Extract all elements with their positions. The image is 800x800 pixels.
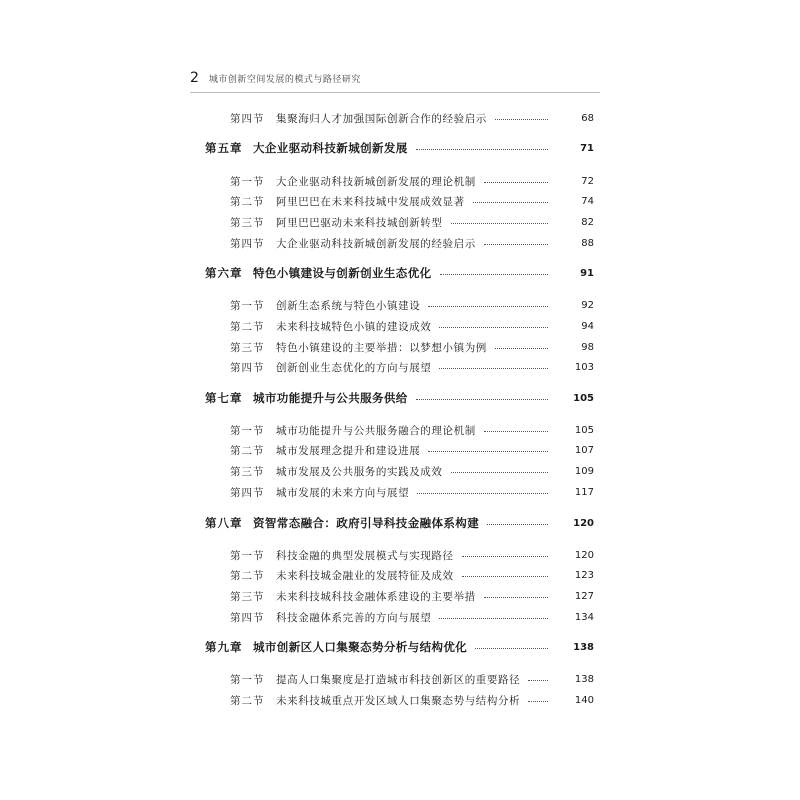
section-label: 第三节 — [230, 216, 265, 229]
dot-leader — [495, 347, 548, 349]
chapter-label: 第六章 — [205, 266, 243, 280]
section-title: 科技金融的典型发展模式与实现路径 — [276, 549, 454, 562]
toc-page-number: 88 — [581, 237, 594, 249]
dot-leader — [451, 222, 548, 224]
toc-section-entry — [0, 483, 800, 501]
toc-section-entry — [0, 608, 800, 626]
toc-page-number: 91 — [580, 267, 594, 279]
toc-chapter-entry — [0, 389, 800, 407]
section-label: 第四节 — [230, 112, 265, 125]
section-title: 未来科技城重点开发区域人口集聚态势与结构分析 — [276, 694, 521, 707]
section-title: 城市发展的未来方向与展望 — [276, 486, 410, 499]
dot-leader — [439, 617, 548, 619]
section-title: 创新生态系统与特色小镇建设 — [276, 299, 421, 312]
toc-section-entry — [0, 192, 800, 210]
section-label: 第四节 — [230, 486, 265, 499]
dot-leader — [484, 181, 548, 183]
dot-leader — [439, 367, 548, 369]
chapter-label: 第九章 — [205, 640, 243, 654]
section-label: 第二节 — [230, 444, 265, 457]
chapter-title: 资智常态融合：政府引导科技金融体系构建 — [253, 516, 480, 530]
toc-page-number: 138 — [573, 641, 594, 653]
section-label: 第一节 — [230, 175, 265, 188]
chapter-label: 第七章 — [205, 391, 243, 405]
toc-page-number: 92 — [581, 299, 594, 311]
toc-page-number: 105 — [574, 424, 594, 436]
toc-section-entry — [0, 462, 800, 480]
chapter-title: 大企业驱动科技新城创新发展 — [253, 141, 408, 155]
section-label: 第一节 — [230, 299, 265, 312]
section-label: 第一节 — [230, 549, 265, 562]
section-label: 第二节 — [230, 694, 265, 707]
toc-page-number: 127 — [574, 590, 594, 602]
section-title: 科技金融体系完善的方向与展望 — [276, 611, 432, 624]
toc-section-entry — [0, 172, 800, 190]
dot-leader — [473, 201, 548, 203]
toc-section-entry — [0, 358, 800, 376]
dot-leader — [416, 148, 548, 150]
section-title: 未来科技城科技金融体系建设的主要举措 — [276, 590, 476, 603]
toc-section-entry — [0, 546, 800, 564]
dot-leader — [462, 575, 548, 577]
section-label: 第三节 — [230, 590, 265, 603]
toc-page-number: 120 — [574, 549, 594, 561]
toc-section-entry — [0, 296, 800, 314]
dot-leader — [462, 555, 548, 557]
dot-leader — [428, 450, 548, 452]
toc-section-entry — [0, 587, 800, 605]
dot-leader — [439, 326, 548, 328]
dot-leader — [416, 398, 548, 400]
dot-leader — [528, 679, 548, 681]
toc-section-entry — [0, 566, 800, 584]
toc-page-number: 71 — [580, 142, 594, 154]
section-title: 创新创业生态优化的方向与展望 — [276, 361, 432, 374]
toc-page-number: 94 — [581, 320, 594, 332]
toc-section-entry — [0, 213, 800, 231]
dot-leader — [495, 118, 548, 120]
toc-page-number: 134 — [574, 611, 594, 623]
section-title: 特色小镇建设的主要举措：以梦想小镇为例 — [276, 341, 487, 354]
toc-section-entry — [0, 441, 800, 459]
dot-leader — [428, 305, 548, 307]
dot-leader — [484, 596, 548, 598]
section-label: 第四节 — [230, 237, 265, 250]
section-title: 未来科技城特色小镇的建设成效 — [276, 320, 432, 333]
toc-chapter-entry — [0, 139, 800, 157]
section-title: 集聚海归人才加强国际创新合作的经验启示 — [276, 112, 487, 125]
toc-chapter-entry — [0, 638, 800, 656]
dot-leader — [484, 243, 548, 245]
toc-page-number: 138 — [574, 673, 594, 685]
section-title: 城市发展理念提升和建设进展 — [276, 444, 421, 457]
toc-section-entry — [0, 670, 800, 688]
toc-page-number: 107 — [574, 444, 594, 456]
toc-page-number: 74 — [581, 195, 594, 207]
page-number: 2 — [190, 70, 199, 86]
section-label: 第四节 — [230, 611, 265, 624]
section-label: 第三节 — [230, 465, 265, 478]
dot-leader — [440, 273, 548, 275]
dot-leader — [487, 523, 548, 525]
chapter-title: 特色小镇建设与创新创业生态优化 — [253, 266, 432, 280]
toc-section-entry — [0, 109, 800, 127]
toc-chapter-entry — [0, 264, 800, 282]
toc-chapter-entry — [0, 514, 800, 532]
dot-leader — [528, 700, 548, 702]
chapter-title: 城市功能提升与公共服务供给 — [253, 391, 408, 405]
dot-leader — [417, 492, 548, 494]
toc-section-entry — [0, 421, 800, 439]
section-label: 第二节 — [230, 320, 265, 333]
toc-page-number: 117 — [574, 486, 594, 498]
section-label: 第一节 — [230, 424, 265, 437]
chapter-title: 城市创新区人口集聚态势分析与结构优化 — [253, 640, 468, 654]
toc-page-number: 103 — [574, 361, 594, 373]
toc-page-number: 120 — [573, 517, 594, 529]
toc-page-number: 109 — [574, 465, 594, 477]
toc-section-entry — [0, 691, 800, 709]
toc-page-number: 72 — [581, 175, 594, 187]
toc-page-number: 105 — [573, 392, 594, 404]
toc-section-entry — [0, 234, 800, 252]
toc-section-entry — [0, 338, 800, 356]
section-label: 第二节 — [230, 569, 265, 582]
toc-section-entry — [0, 317, 800, 335]
toc-page-number: 98 — [581, 341, 594, 353]
running-title: 城市创新空间发展的模式与路径研究 — [208, 75, 361, 85]
dot-leader — [484, 430, 548, 432]
dot-leader — [475, 647, 548, 649]
section-label: 第二节 — [230, 195, 265, 208]
section-title: 大企业驱动科技新城创新发展的理论机制 — [276, 175, 476, 188]
section-title: 城市功能提升与公共服务融合的理论机制 — [276, 424, 476, 437]
toc-page-number: 82 — [581, 216, 594, 228]
toc-page-number: 68 — [581, 112, 594, 124]
section-title: 城市发展及公共服务的实践及成效 — [276, 465, 443, 478]
toc-page-number: 123 — [574, 569, 594, 581]
section-title: 阿里巴巴驱动未来科技城创新转型 — [276, 216, 443, 229]
section-label: 第一节 — [230, 673, 265, 686]
section-label: 第三节 — [230, 341, 265, 354]
chapter-label: 第五章 — [205, 141, 243, 155]
section-title: 提高人口集聚度是打造城市科技创新区的重要路径 — [276, 673, 521, 686]
section-title: 未来科技城金融业的发展特征及成效 — [276, 569, 454, 582]
dot-leader — [451, 471, 548, 473]
toc-page-number: 140 — [574, 694, 594, 706]
section-title: 大企业驱动科技新城创新发展的经验启示 — [276, 237, 476, 250]
section-title: 阿里巴巴在未来科技城中发展成效显著 — [276, 195, 465, 208]
section-label: 第四节 — [230, 361, 265, 374]
chapter-label: 第八章 — [205, 516, 243, 530]
